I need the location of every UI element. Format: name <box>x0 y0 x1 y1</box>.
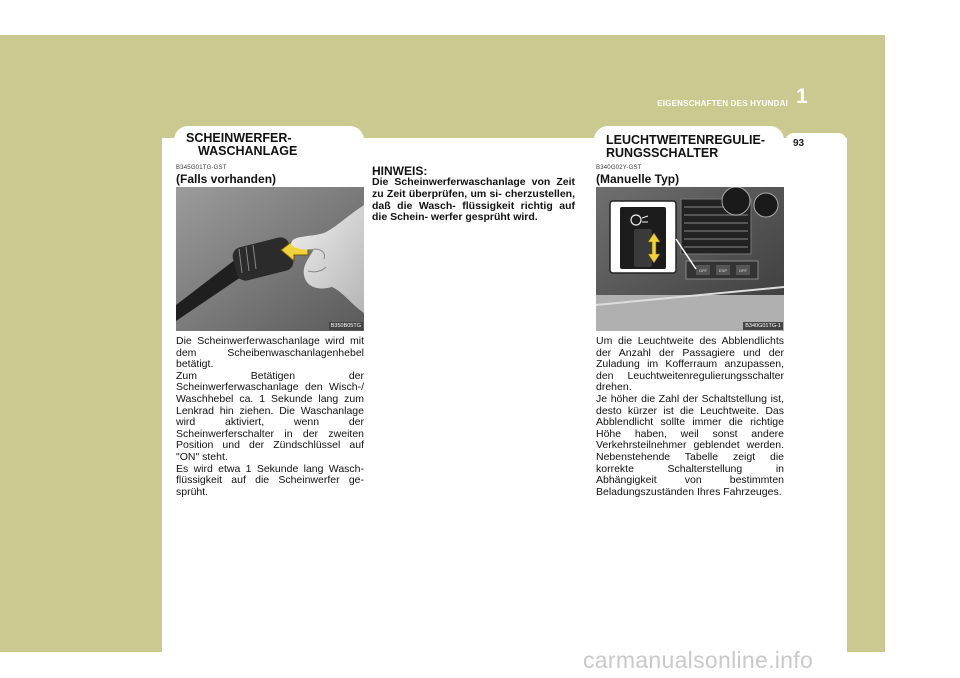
right-title-line2: RUNGSSCHALTER <box>606 146 719 160</box>
left-ref-code: B345G01TG-GST <box>176 165 227 171</box>
dash-button-label-1: OFF <box>699 268 707 273</box>
left-section-title <box>186 132 297 158</box>
left-paragraph-2: Zum Betätigen der Scheinwerferwaschanlage den Wisch-/ Waschhebel ca. 1 Sekunde lang zum Lenkrad hin ziehen. Die Waschanlage wird aktiviert, wenn der Scheinwerferschalter in der zweiten Position und der Zündschlüssel auf "ON" steht. <box>176 369 364 463</box>
page-number: 93 <box>793 138 805 149</box>
right-title-line1: LEUCHTWEITENREGULIE- <box>606 133 766 147</box>
note-text: Die Scheinwerferwaschanlage von Zeit zu Zeit überprüfen, um si- cherzustellen, daß die Wasch- flüssigkeit richtig auf die Schein- werfer gesprüht wird. <box>372 176 575 224</box>
left-paragraph-3: Es wird etwa 1 Sekunde lang Wasch- flüssigkeit auf die Scheinwerfer ge- sprüht. <box>176 462 364 498</box>
chapter-number: 1 <box>796 85 808 108</box>
chapter-title: EIGENSCHAFTEN DES HYUNDAI <box>657 99 788 108</box>
washer-lever-figure <box>176 187 364 331</box>
left-subheading: (Falls vorhanden) <box>176 172 277 186</box>
watermark: carmanualsonline.info <box>583 647 814 673</box>
left-paragraph-1: Die Scheinwerferwaschanlage wird mit dem Scheibenwaschanlagenhebel betätigt. <box>176 335 364 371</box>
washer-lever-illustration <box>176 187 364 331</box>
dash-button-label-3: OFF <box>739 268 747 273</box>
left-body-text <box>176 336 364 498</box>
right-section-title <box>606 134 765 160</box>
right-paragraph-1: Um die Leuchtweite des Abblendlichts der Anzahl der Passagiere und der Zuladung im Kofferraum anzupassen, den Leuchtweitenregulierungsschalter drehen. <box>596 335 784 394</box>
right-subheading: (Manuelle Typ) <box>596 172 680 186</box>
left-title-line1: SCHEINWERFER- <box>186 131 292 145</box>
right-figure-caption: B340G01TG-1 <box>745 323 781 329</box>
left-figure-caption: B350B05TG <box>330 323 361 329</box>
dashboard-illustration <box>596 187 784 331</box>
right-ref-code: B340G02Y-GST <box>596 165 642 171</box>
left-title-line2: WASCHANLAGE <box>198 144 298 158</box>
note-heading: HINWEIS: <box>372 164 428 178</box>
right-body-text <box>596 336 784 498</box>
right-paragraph-2: Je höher die Zahl der Schaltstellung ist, desto kürzer ist die Leuchtweite. Das Abblendlicht sollte immer die richtige Höhe haben, weil sonst andere Verkehrsteilnehmer geblendet werden. Nebenstehende Tabelle zeigt die korrekte Schalterstellung in Abhängigkeit von bestimmten Beladungszuständen Ihres Fahrzeuges. <box>596 392 784 498</box>
dash-button-label-2: ESP <box>718 268 728 273</box>
leveling-switch-figure <box>596 187 784 331</box>
